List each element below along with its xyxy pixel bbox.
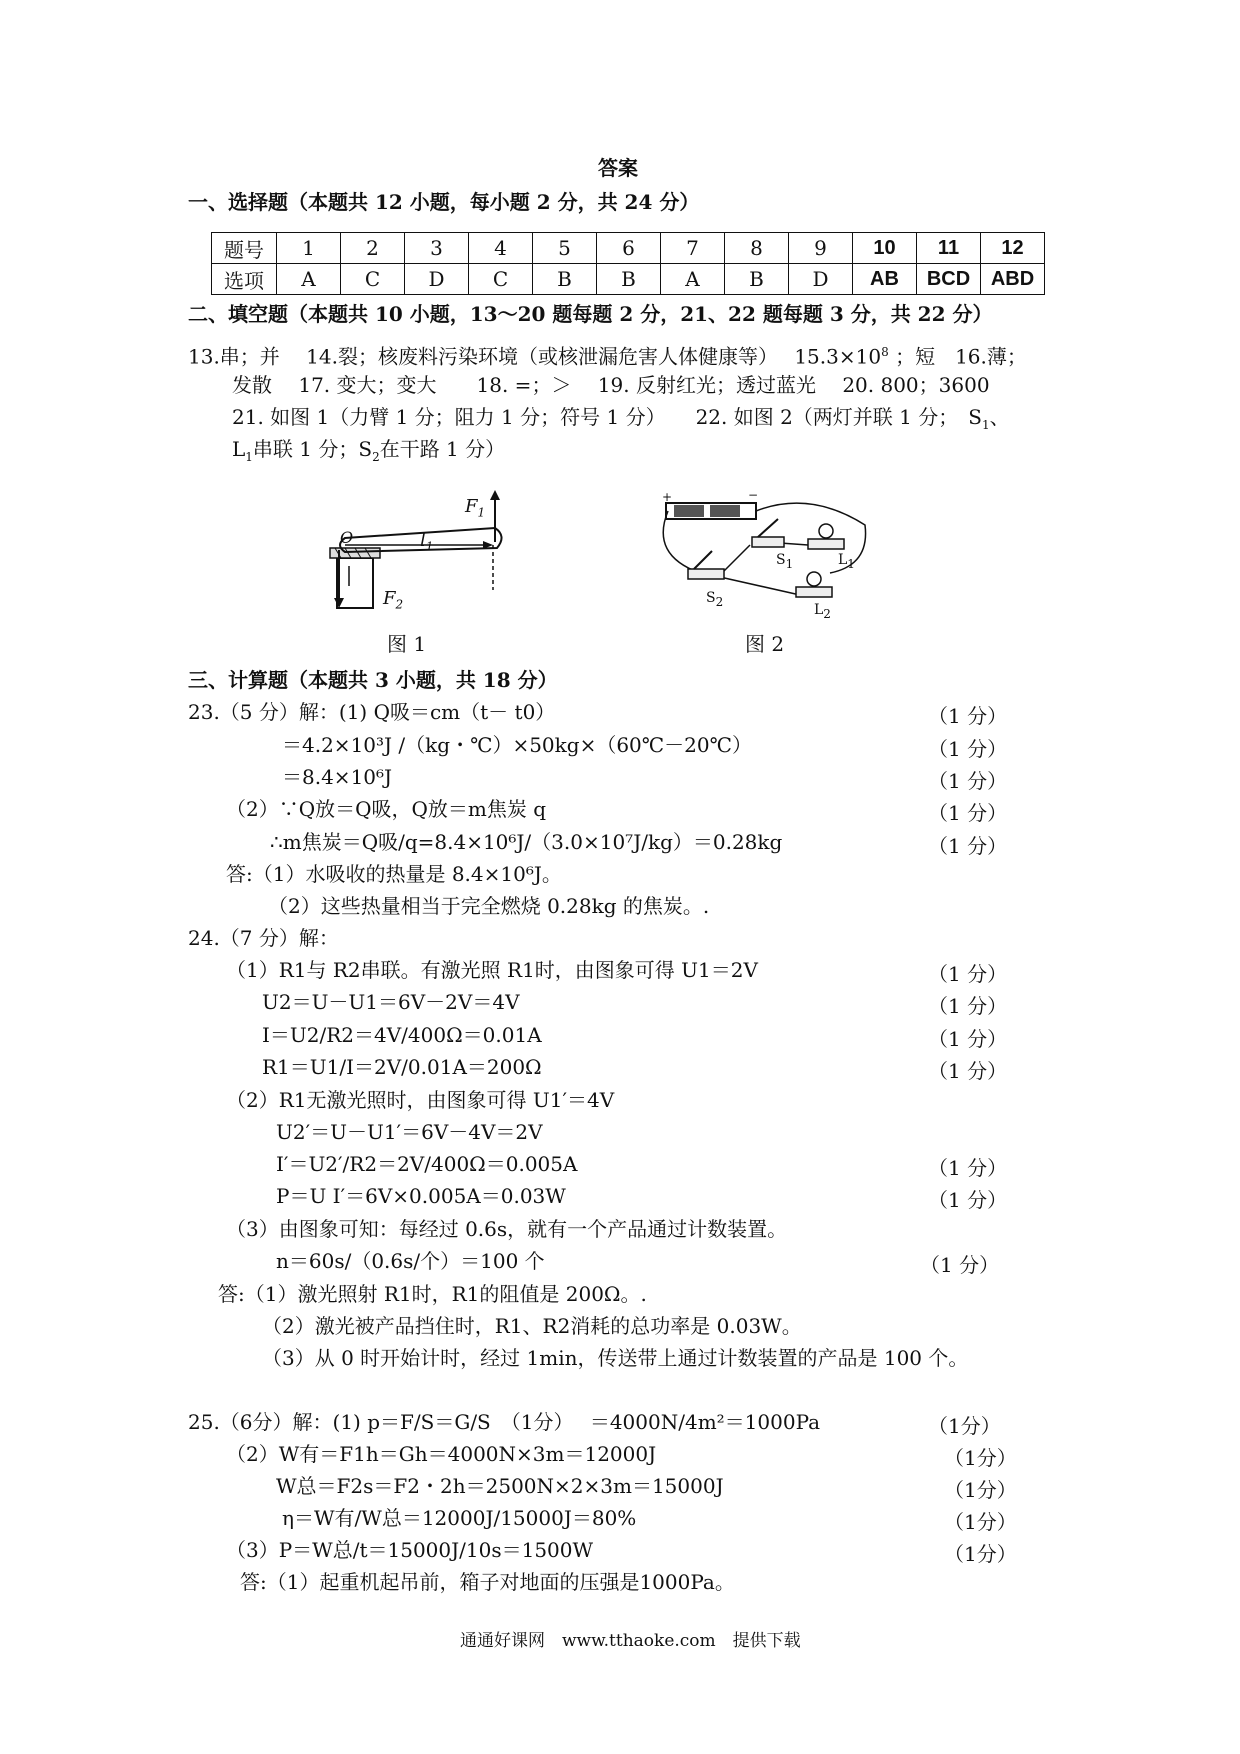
- text: L: [838, 552, 848, 568]
- subscript: 1: [785, 556, 794, 571]
- fill-answer-line-2: 发散 17. 变大；变大 18. =；＞ 19. 反射红光；透过蓝光 20. 800；3600: [232, 373, 990, 397]
- lamp-l1: [808, 539, 844, 549]
- table-row-label: 题号: [212, 233, 277, 264]
- q25-line-3: W总＝F2s＝F2・2h＝2500N×2×3m＝15000J: [276, 1474, 724, 1498]
- table-row-label: 选项: [212, 264, 277, 295]
- score-label: （1 分）: [928, 1156, 1008, 1180]
- table-row: [212, 233, 1045, 264]
- table-cell: 7: [661, 233, 725, 264]
- score-label: （1分）: [944, 1542, 1017, 1566]
- text: F: [465, 496, 478, 517]
- text: L: [814, 602, 824, 618]
- q24-line-6: （2）R1无激光照时，由图象可得 U1′＝4V: [226, 1088, 615, 1112]
- fig1-label-f1: [465, 496, 485, 520]
- score-label: （1 分）: [928, 769, 1008, 793]
- fill-answer-line-3: [232, 405, 1010, 437]
- score-label: （1 分）: [928, 737, 1008, 761]
- fig2-label-minus: −: [748, 488, 759, 502]
- text: 在干路 1 分）: [379, 437, 506, 461]
- subscript: 2: [395, 597, 404, 612]
- table-cell: C: [469, 264, 533, 295]
- text: S: [776, 552, 786, 568]
- subscript: 1: [245, 450, 253, 464]
- table-cell: D: [789, 264, 853, 295]
- text: 串联 1 分；S: [252, 437, 373, 461]
- table-cell: D: [405, 264, 469, 295]
- table-cell: 12: [981, 233, 1045, 264]
- switch-s1: [752, 537, 784, 547]
- q24-line-7: U2′＝U－U1′＝6V－4V＝2V: [276, 1120, 543, 1144]
- section-1-heading: 一、选择题（本题共 12 小题，每小题 2 分，共 24 分）: [188, 190, 700, 214]
- q24-line-11: n＝60s/（0.6s/个）＝100 个: [276, 1249, 545, 1273]
- text: F: [383, 588, 396, 609]
- table-cell: 10: [853, 233, 917, 264]
- table-cell: AB: [853, 264, 917, 295]
- subscript: 2: [715, 594, 724, 609]
- fill-answer-line-4: [232, 437, 505, 469]
- figure-1-caption: 图 1: [387, 632, 427, 656]
- table-cell: B: [725, 264, 789, 295]
- q24-line-4: I＝U2/R2＝4V/400Ω＝0.01A: [262, 1023, 542, 1047]
- answer-table: [211, 232, 1045, 295]
- q23-line-7: （2）这些热量相当于完全燃烧 0.28kg 的焦炭。.: [268, 894, 710, 918]
- table-cell: B: [597, 264, 661, 295]
- table-cell: A: [277, 264, 341, 295]
- score-label: （1分）: [928, 1414, 1001, 1438]
- fill-answer-line-1: [188, 340, 1027, 369]
- table-cell: 2: [341, 233, 405, 264]
- text: S: [706, 590, 716, 606]
- table-cell: 1: [277, 233, 341, 264]
- score-label: （1 分）: [928, 1027, 1008, 1051]
- table-cell: 6: [597, 233, 661, 264]
- footer-credit: 通通好课网 www.tthaoke.com 提供下载: [460, 1631, 801, 1651]
- superscript: 8: [881, 345, 889, 359]
- table-cell: C: [341, 264, 405, 295]
- q23-line-4: （2）∵Q放＝Q吸，Q放＝m焦炭 q: [226, 797, 547, 821]
- section-3-heading: 三、计算题（本题共 3 小题，共 18 分）: [188, 668, 558, 692]
- subscript: 1: [847, 556, 855, 571]
- table-cell: 8: [725, 233, 789, 264]
- table-cell: B: [533, 264, 597, 295]
- subscript: 1: [981, 418, 990, 432]
- q23-line-1: 23.（5 分）解：(1) Q吸＝cm（t－ t0）: [188, 700, 556, 724]
- subscript: 1: [425, 539, 434, 554]
- q24-line-3: U2＝U－U1＝6V－2V＝4V: [262, 990, 520, 1014]
- text: ；短 16.薄；: [888, 344, 1027, 369]
- figure-2-caption: 图 2: [745, 632, 785, 656]
- q25-line-1: 25.（6分）解：(1) p＝F/S＝G/S （1分） ＝4000N/4m²＝1000Pa: [188, 1410, 821, 1434]
- score-label: （1分）: [944, 1446, 1017, 1470]
- subscript: 1: [477, 505, 486, 520]
- q25-line-6: 答:（1）起重机起吊前，箱子对地面的压强是1000Pa。: [240, 1570, 735, 1594]
- score-label: （1分）: [944, 1478, 1017, 1502]
- q24-line-5: R1＝U1/I＝2V/0.01A＝200Ω: [262, 1055, 542, 1079]
- table-cell: 3: [405, 233, 469, 264]
- q23-line-2: ＝4.2×10³J /（kg・℃）×50kg×（60℃－20℃）: [282, 733, 752, 757]
- q25-line-5: （3）P＝W总/t＝15000J/10s＝1500W: [226, 1538, 594, 1562]
- q24-line-13: （2）激光被产品挡住时，R1、R2消耗的总功率是 0.03W。: [262, 1314, 802, 1338]
- score-label: （1分）: [944, 1510, 1017, 1534]
- table-cell: 4: [469, 233, 533, 264]
- q25-line-4: η＝W有/W总＝12000J/15000J＝80%: [282, 1506, 637, 1530]
- subscript: 2: [372, 450, 380, 464]
- q24-line-9: P＝U I′＝6V×0.005A＝0.03W: [276, 1184, 566, 1208]
- switch-s2: [688, 569, 724, 579]
- q24-line-8: I′＝U2′/R2＝2V/400Ω＝0.005A: [276, 1152, 578, 1176]
- score-label: （1 分）: [920, 1253, 1000, 1277]
- table-cell: 11: [917, 233, 981, 264]
- text: 13.串；并 14.裂；核废料污染环境（或核泄漏危害人体健康等） 15.3×10: [188, 344, 882, 369]
- text: 21. 如图 1（力臂 1 分；阻力 1 分；符号 1 分） 22. 如图 2（两灯并联 1 分； S: [232, 405, 982, 429]
- score-label: （1 分）: [928, 801, 1008, 825]
- score-label: （1 分）: [928, 1059, 1008, 1083]
- fig2-label-plus: +: [662, 490, 673, 504]
- fig1-label-f2: [383, 588, 403, 612]
- score-label: （1 分）: [928, 704, 1008, 728]
- q24-line-10: （3）由图象可知：每经过 0.6s，就有一个产品通过计数装置。: [226, 1217, 788, 1241]
- q25-line-2: （2）W有＝F1h＝Gh＝4000N×3m＝12000J: [226, 1442, 657, 1466]
- subscript: 2: [823, 606, 831, 621]
- q24-line-1: 24.（7 分）解：: [188, 926, 339, 950]
- fig2-label-l1: [838, 552, 855, 571]
- text: l: [420, 530, 426, 551]
- fig1-label-l1: [420, 530, 433, 554]
- lamp-l2: [796, 587, 832, 597]
- fig2-label-l2: [814, 602, 831, 621]
- fig1-label-o: O: [340, 528, 354, 547]
- q23-line-6: 答:（1）水吸收的热量是 8.4×10⁶J。: [226, 862, 562, 886]
- q24-line-14: （3）从 0 时开始计时，经过 1min，传送带上通过计数装置的产品是 100 个。: [262, 1346, 969, 1370]
- fig2-label-s2: [706, 590, 723, 609]
- table-row: [212, 264, 1045, 295]
- score-label: （1 分）: [928, 962, 1008, 986]
- section-2-heading: 二、填空题（本题共 10 小题，13～20 题每题 2 分，21、22 题每题 3 分，共 22 分）: [188, 302, 993, 326]
- table-cell: 5: [533, 233, 597, 264]
- score-label: （1 分）: [928, 1188, 1008, 1212]
- q24-line-2: （1）R1与 R2串联。有激光照 R1时，由图象可得 U1＝2V: [226, 958, 758, 982]
- table-cell: BCD: [917, 264, 981, 295]
- text: L: [232, 437, 246, 461]
- table-cell: ABD: [981, 264, 1045, 295]
- page-title: 答案: [598, 156, 638, 180]
- q23-line-5: ∴m焦炭＝Q吸/q=8.4×10⁶J/（3.0×10⁷J/kg）＝0.28kg: [270, 830, 783, 854]
- fig2-label-s1: [776, 552, 793, 571]
- score-label: （1 分）: [928, 834, 1008, 858]
- table-cell: 9: [789, 233, 853, 264]
- text: 、: [989, 405, 1010, 429]
- q24-line-12: 答:（1）激光照射 R1时，R1的阻值是 200Ω。.: [218, 1282, 647, 1306]
- score-label: （1 分）: [928, 994, 1008, 1018]
- table-cell: A: [661, 264, 725, 295]
- q23-line-3: ＝8.4×10⁶J: [282, 765, 393, 789]
